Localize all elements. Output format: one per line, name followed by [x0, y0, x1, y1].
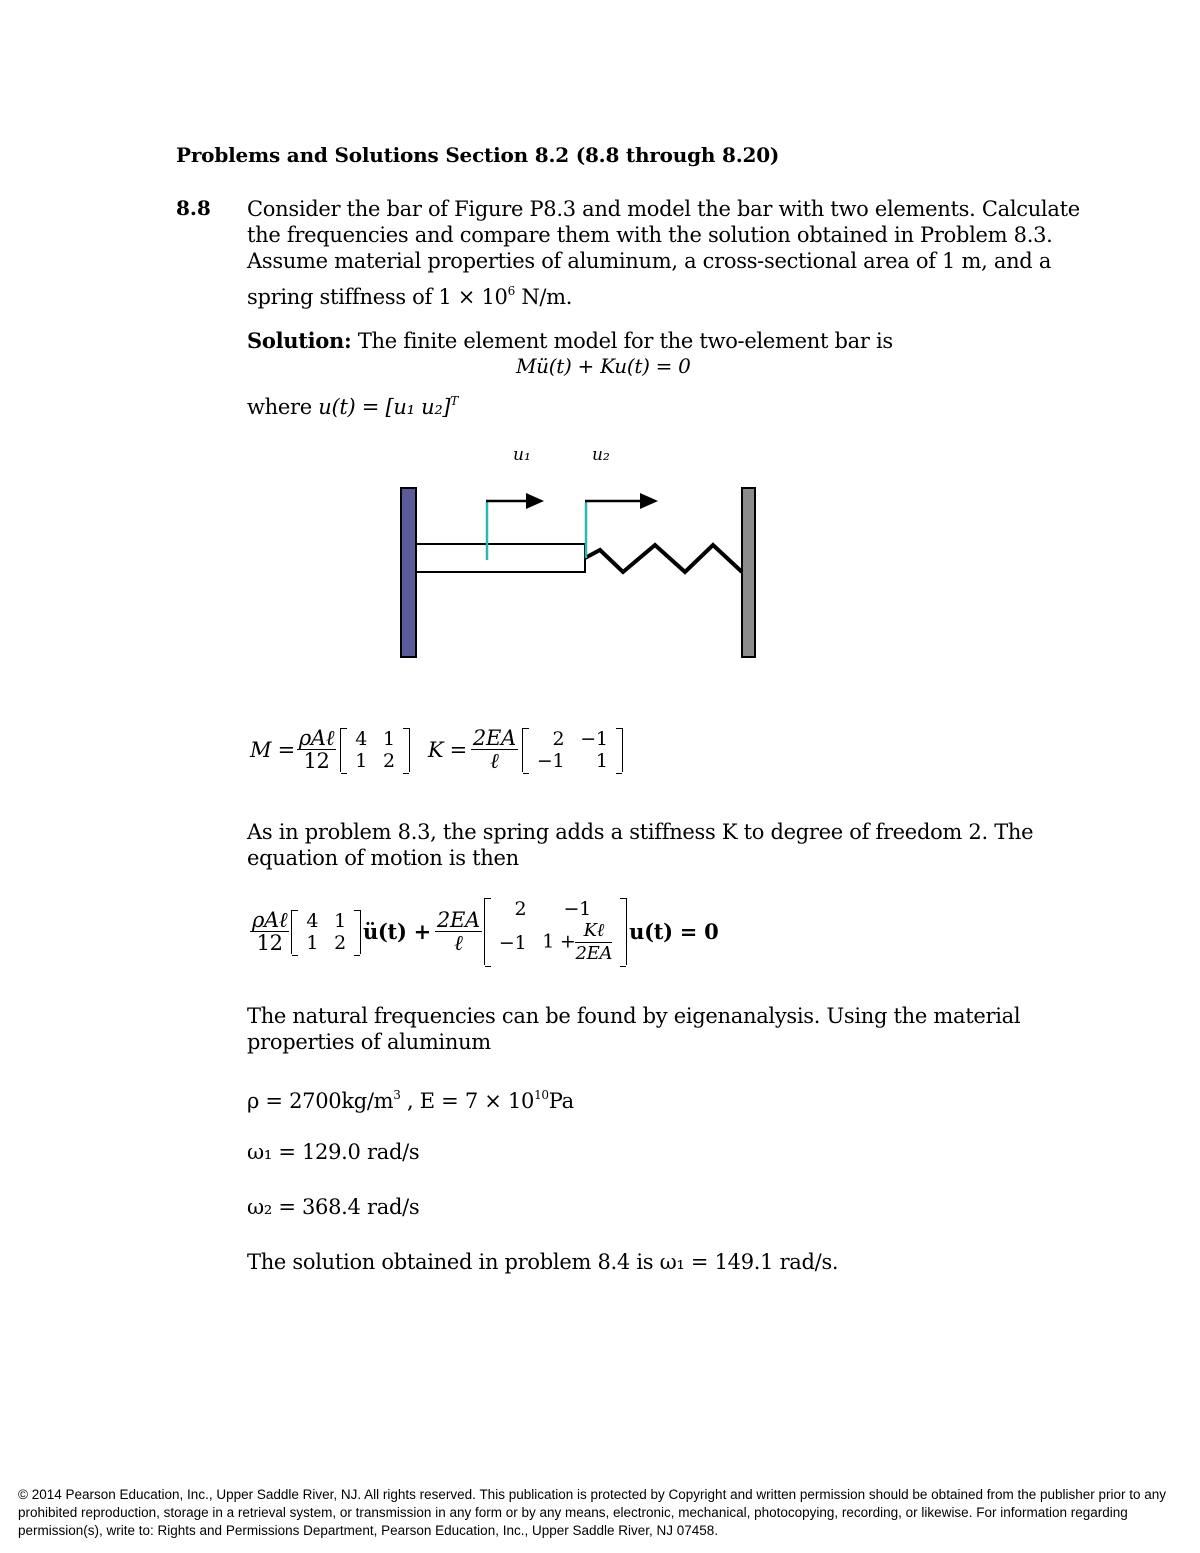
equation-of-motion [250, 898, 718, 965]
spring [585, 545, 742, 572]
M-lhs: M = [250, 737, 295, 762]
eom-stiff-matrix: 2 −1 −1 1 + $\frac{\text{Kℓ}}{2EA}$ [484, 898, 627, 965]
u1-arrowhead [526, 493, 544, 509]
paragraph-spring: As in problem 8.3, the spring adds a stiffness K to degree of freedom 2. The equation of motion is then [247, 820, 1034, 870]
eom-mass-fraction: $\frac{\text{ρAℓ}}{12}$ [252, 908, 288, 955]
paragraph-eigen: The natural frequencies can be found by eigenanalysis. Using the material properties of aluminum [247, 1004, 1021, 1054]
solution-label: Solution: [247, 328, 352, 353]
governing-equation: Mü(t) + Ku(t) = 0 [516, 354, 691, 378]
section-heading: Problems and Solutions Section 8.2 (8.8 through 8.20) [176, 143, 780, 167]
eom-stiff-fraction: $\frac{2EA}{\text{ℓ}}$ [436, 908, 480, 955]
u2-arrowhead [640, 493, 658, 509]
problem-statement [247, 196, 1080, 309]
statement-line: spring stiffness of $1 \times 10^6$ N/m. [247, 284, 573, 309]
statement-line: the frequencies and compare them with the solution obtained in Problem 8.3. [247, 223, 1053, 247]
bar-spring-figure [380, 440, 780, 670]
statement-line: Assume material properties of aluminum, a cross-sectional area of 1 m, and a [247, 249, 1052, 273]
K-matrix: 2 −1 −1 1 [522, 728, 623, 772]
bar [416, 544, 585, 572]
material-properties: $\rho = 2700kg/m^3$ , $E = 7 \times 10^{10}Pa$ [247, 1088, 574, 1113]
omega1-result: ω₁ = 129.0 rad/s [247, 1140, 420, 1164]
solution-intro: Solution: The finite element model for the two-element bar is [247, 328, 893, 353]
M-fraction: $\frac{\text{ρAℓ}}{12}$ [298, 726, 335, 773]
K-lhs: K = [427, 737, 467, 762]
conclusion: The solution obtained in problem 8.4 is ω₁ = 149.1 rad/s. [247, 1250, 839, 1274]
u2-label: u₂ [592, 445, 610, 465]
statement-line: Consider the bar of Figure P8.3 and model the bar with two elements. Calculate [247, 197, 1080, 221]
problem-number: 8.8 [176, 196, 211, 220]
eom-rhs: u(t) = 0 [629, 918, 719, 944]
where-line: where u(t) = [u₁ u₂]$^T$ [247, 394, 459, 419]
omega2-result: ω₂ = 368.4 rad/s [247, 1195, 420, 1219]
u1-label: u₁ [513, 445, 531, 465]
right-wall [742, 488, 755, 657]
left-wall [401, 488, 416, 657]
M-matrix: 4 1 1 2 [340, 728, 410, 772]
matrices-line [250, 727, 623, 772]
eom-accel: ü(t) + [362, 918, 431, 944]
K-fraction: $\frac{2EA}{\text{ℓ}}$ [472, 726, 516, 773]
eom-mass-matrix: 4 1 1 2 [291, 910, 361, 954]
copyright-footer: © 2014 Pearson Education, Inc., Upper Saddle River, NJ. All rights reserved. This publication is protected by Copyright and written permission should be obtained from the publisher prior to any prohibited reproduction, storage in a retrieval system, or transmission in any form or by any means, electronic, mechanical, photocopying, recording, or likewise. For information regarding permission(s), write to: Rights and Permissions Department, Pearson Education, Inc., Upper Saddle River, NJ 07458. [18, 1487, 1167, 1538]
